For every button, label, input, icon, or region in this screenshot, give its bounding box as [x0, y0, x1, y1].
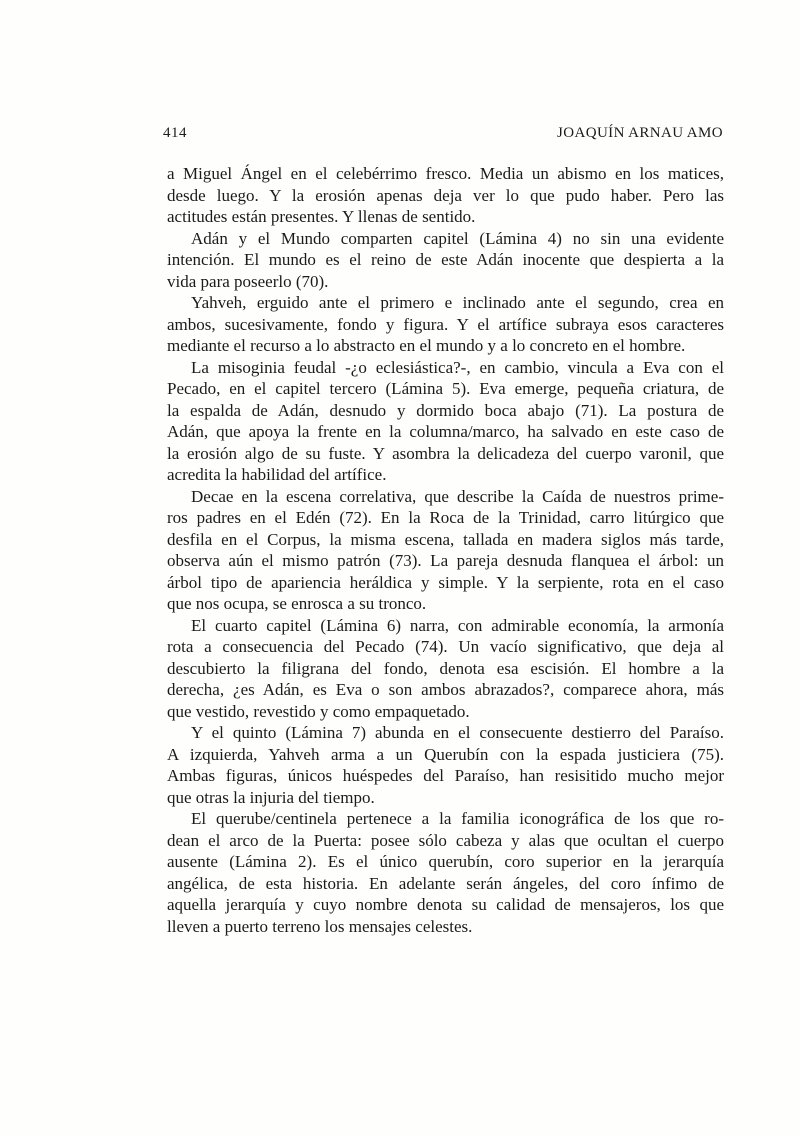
text-line: la espalda de Adán, desnudo y dormido boca abajo (71). La postura de [167, 400, 724, 420]
text-line: Ambas figuras, únicos huéspedes del Paraíso, han resisitido mucho mejor [167, 766, 724, 785]
text-line: dean el arco de la Puerta: posee sólo cabeza y alas que ocultan el cuerpo [167, 830, 724, 850]
text-line: ausente (Lámina 2). Es el único querubín, coro superior en la jerarquía [167, 852, 724, 871]
text-line: lleven a puerto terreno los mensajes celestes. [167, 916, 473, 936]
text-line: observa aún el mismo patrón (73). La pareja desnuda flanquea el árbol: un [167, 551, 724, 570]
text-line: Pecado, en el capitel tercero (Lámina 5). Eva emerge, pequeña criatura, de [167, 379, 724, 398]
text-line: ambos, sucesivamente, fondo y figura. Y el artífice subraya esos caracteres [167, 314, 724, 334]
paragraph [167, 486, 724, 615]
text-line: rota a consecuencia del Pecado (74). Un vacío significativo, que deja al [167, 637, 724, 656]
paragraph [167, 357, 724, 486]
text-line: El cuarto capitel (Lámina 6) narra, con admirable economía, la armonía [191, 615, 724, 635]
text-line: la erosión algo de su fuste. Y asombra la delicadeza del cuerpo varonil, que [167, 443, 724, 463]
text-line: intención. El mundo es el reino de este Adán inocente que despierta a la [167, 250, 724, 269]
paragraph [167, 808, 724, 937]
text-line: Adán y el Mundo comparten capitel (Lámina 4) no sin una evidente [191, 228, 724, 248]
text-line: mediante el recurso a lo abstracto en el mundo y a lo concreto en el hombre. [167, 336, 686, 355]
text-line: descubierto la filigrana del fondo, denota esa escisión. El hombre a la [167, 658, 724, 678]
paragraph [167, 615, 724, 723]
text-line: aquella jerarquía y cuyo nombre denota su calidad de mensajeros, los que [167, 895, 724, 914]
text-line: A izquierda, Yahveh arma a un Querubín con la espada justiciera (75). [167, 744, 724, 764]
paragraph [167, 292, 724, 357]
paragraph [167, 722, 724, 808]
text-line: vida para poseerlo (70). [167, 271, 329, 291]
text-line: Decae en la escena correlativa, que describe la Caída de nuestros prime- [191, 486, 724, 506]
text-line: Adán, que apoya la frente en la columna/marco, ha salvado en este caso de [167, 422, 724, 441]
text-line: que nos ocupa, se enrosca a su tronco. [167, 594, 427, 613]
paragraph [167, 228, 724, 293]
page-number: 414 [163, 125, 187, 141]
text-line: angélica, de esta historia. En adelante serán ángeles, del coro ínfimo de [167, 873, 724, 893]
text-line: que vestido, revestido y como empaquetado. [167, 701, 470, 721]
text-line: derecha, ¿es Adán, es Eva o son ambos abrazados?, comparece ahora, más [167, 680, 724, 699]
text-block [167, 163, 724, 937]
text-line: que otras la injuria del tiempo. [167, 787, 375, 807]
running-header [163, 125, 723, 142]
text-line: ros padres en el Edén (72). En la Roca de la Trinidad, carro litúrgico que [167, 508, 724, 527]
text-line: desfila en el Corpus, la misma escena, tallada en madera siglos más tarde, [167, 529, 724, 549]
text-line: desde luego. Y la erosión apenas deja ver lo que pudo haber. Pero las [167, 185, 724, 205]
text-line: árbol tipo de apariencia heráldica y simple. Y la serpiente, rota en el caso [167, 572, 724, 592]
text-line: El querube/centinela pertenece a la familia iconográfica de los que ro- [191, 809, 724, 828]
text-line: La misoginia feudal -¿o eclesiástica?-, en cambio, vincula a Eva con el [191, 357, 724, 377]
running-header-author: JOAQUÍN ARNAU AMO [557, 125, 723, 141]
text-line: acredita la habilidad del artífice. [167, 465, 387, 484]
text-line: Y el quinto (Lámina 7) abunda en el consecuente destierro del Paraíso. [191, 723, 724, 742]
text-line: actitudes están presentes. Y llenas de sentido. [167, 207, 476, 226]
text-line: Yahveh, erguido ante el primero e inclinado ante el segundo, crea en [191, 293, 724, 312]
paragraph [167, 163, 724, 228]
text-line: a Miguel Ángel en el celebérrimo fresco. Media un abismo en los matices, [167, 164, 724, 183]
